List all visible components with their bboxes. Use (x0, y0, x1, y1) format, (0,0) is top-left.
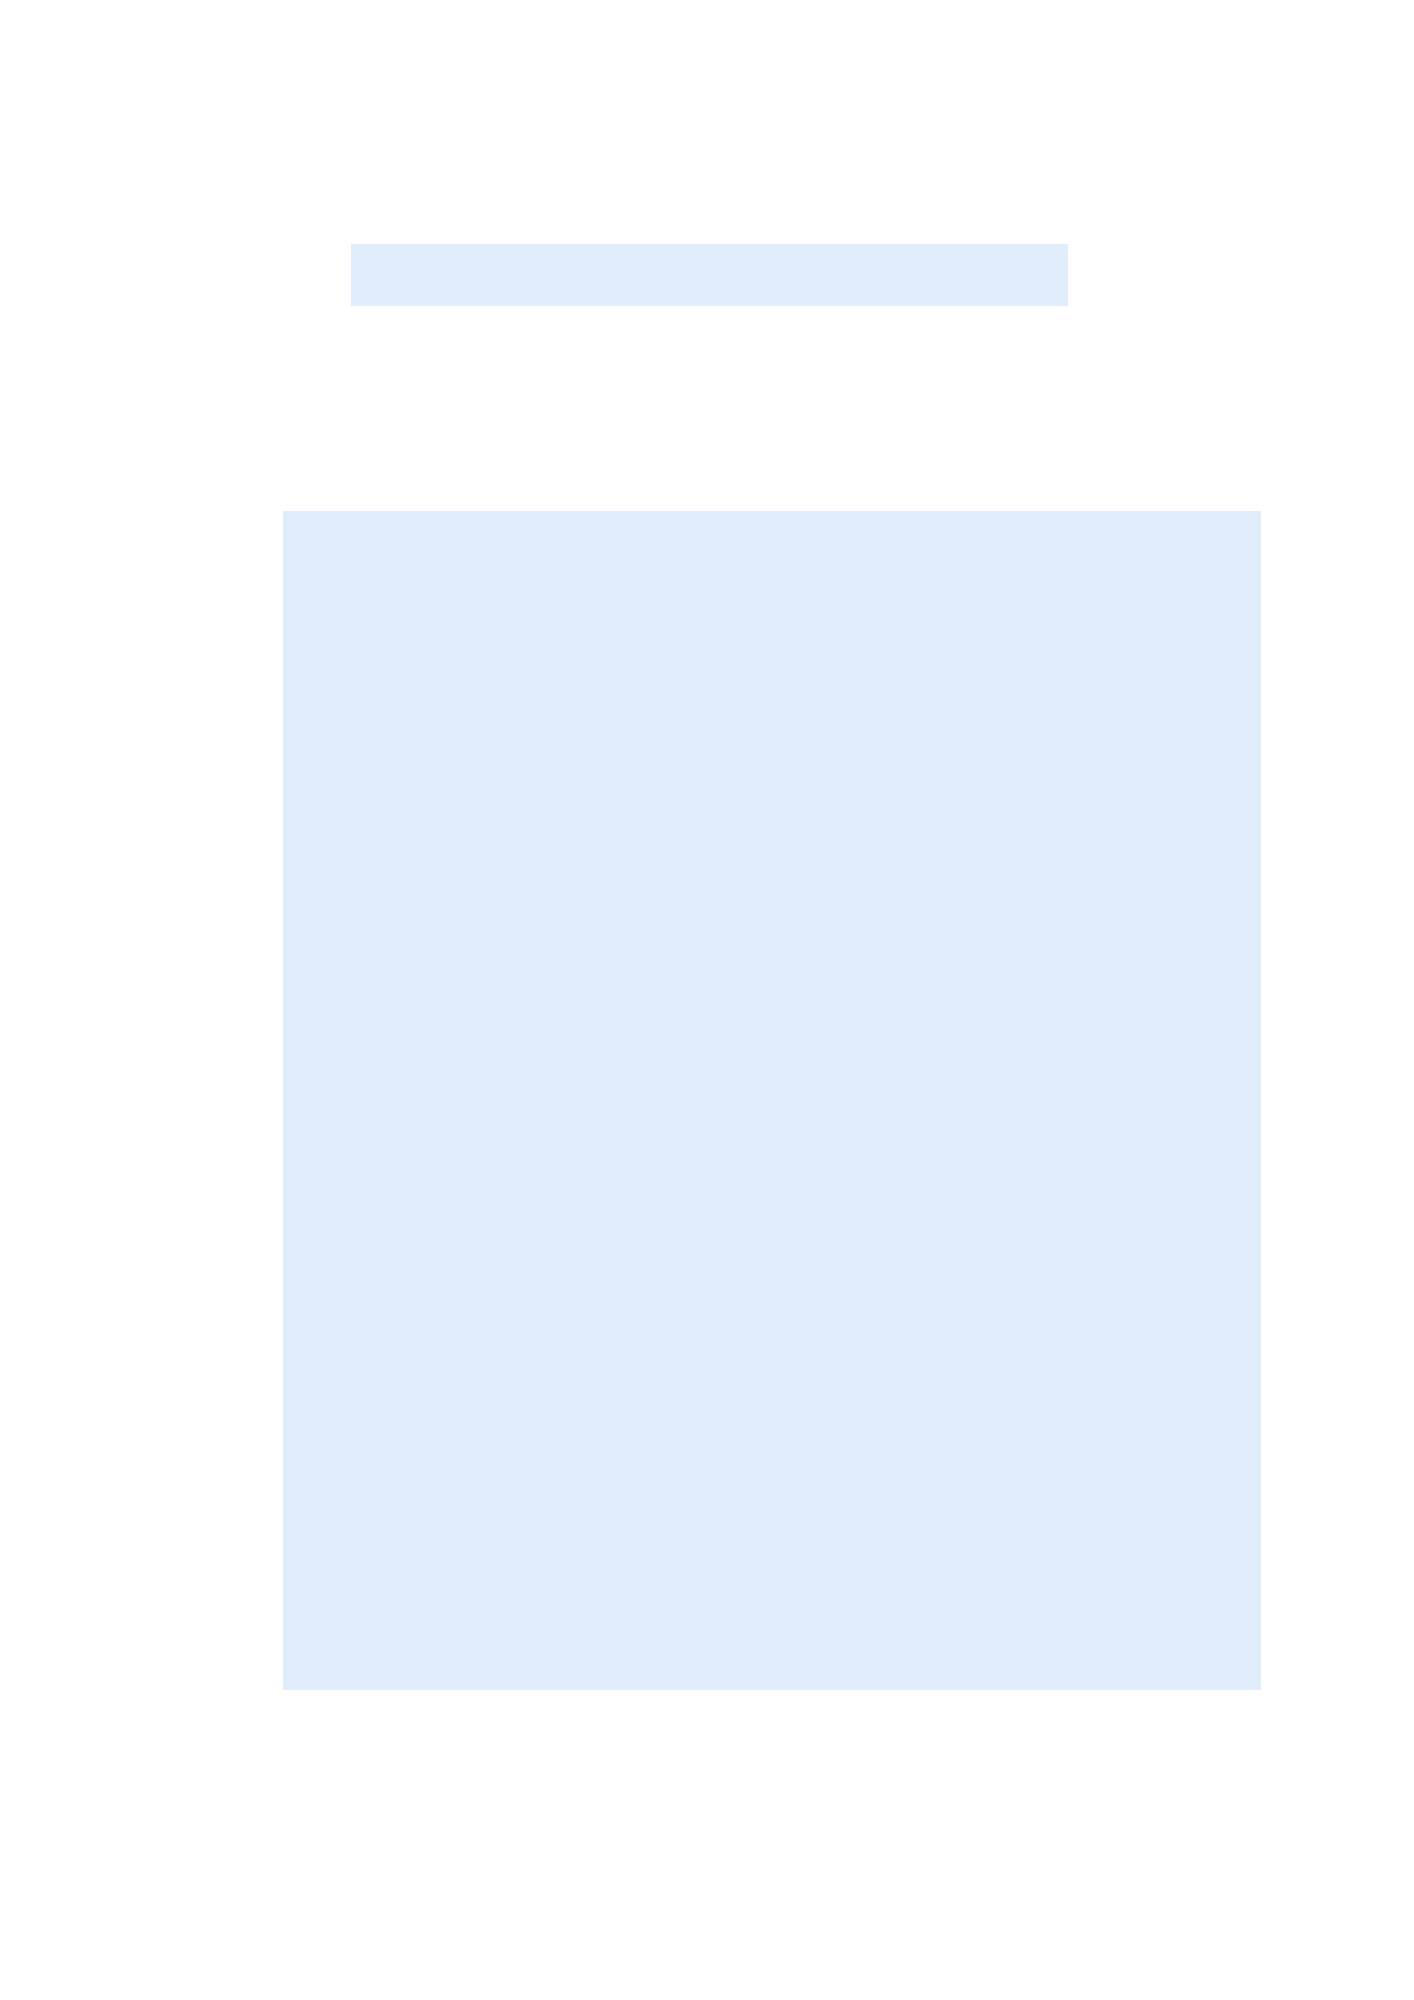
top-tile-border (0, 0, 1414, 143)
wheat-leaf-icon (968, 1494, 1018, 1544)
wheat-leaf-icon (993, 679, 1043, 729)
wheat-leaf-icon (993, 527, 1043, 577)
menu-panel (283, 511, 1261, 1690)
bottom-tile-border (0, 1806, 1414, 2000)
title-highlight (351, 244, 1068, 306)
wheat-leaf-icon (998, 1243, 1048, 1293)
wheat-leaf-icon (993, 946, 1043, 996)
wheat-leaf-icon (1000, 1085, 1050, 1135)
